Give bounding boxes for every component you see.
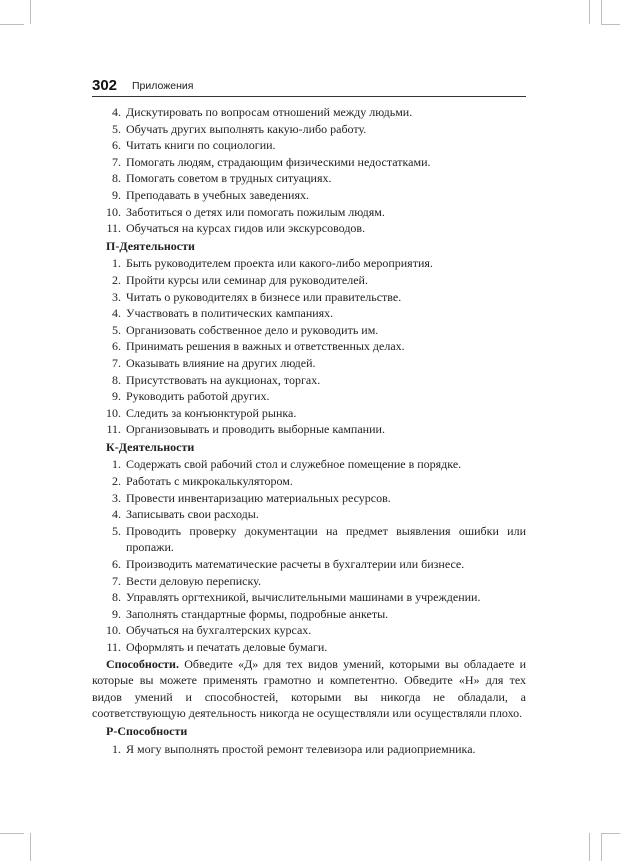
list-item: 5. Проводить проверку документации на предмет выявления ошибки или пропажи. — [112, 523, 526, 555]
list-continued — [92, 104, 526, 237]
list-k — [92, 456, 526, 655]
list-item: 2. Работать с микрокалькулятором. — [112, 474, 293, 489]
section-title-p: П-Деятельности — [106, 238, 195, 253]
list-item: 11. Оформлять и печатать деловые бумаги. — [106, 640, 328, 654]
list-item: 7. Оказывать влияние на других людей. — [112, 355, 316, 370]
list-item: 6. Принимать решения в важных и ответственных делах. — [112, 339, 405, 354]
page-content — [92, 104, 526, 757]
list-item: 1. Быть руководителем проекта или какого-либо мероприятия. — [112, 256, 433, 271]
list-item: 9. Преподавать в учебных заведениях. — [112, 187, 309, 202]
list-item: 3. Провести инвентаризацию материальных ресурсов. — [112, 490, 391, 505]
list-item: 6. Производить математические расчеты в бухгалтерии или бизнесе. — [112, 557, 465, 572]
list-item: 11. Обучаться на курсах гидов или экскурсоводов. — [106, 221, 366, 236]
list-item: 9. Руководить работой других. — [112, 389, 270, 404]
crop-mark — [0, 833, 24, 834]
list-p — [92, 255, 526, 438]
crop-mark — [30, 0, 31, 24]
list-item: 8. Помогать советом в трудных ситуациях. — [112, 171, 332, 186]
crop-mark — [601, 833, 602, 861]
list-item: 10. Заботиться о детях или помогать пожилым людям. — [106, 204, 385, 219]
list-item: 10. Следить за конъюнктурой рынка. — [106, 405, 297, 420]
page-number: 302 — [92, 77, 118, 94]
list-item: 4. Записывать свои расходы. — [112, 507, 259, 522]
section-title-k: К-Деятельности — [106, 439, 195, 454]
list-item: 9. Заполнять стандартные формы, подробные анкеты. — [112, 606, 389, 621]
running-title: Приложения — [132, 80, 194, 92]
crop-mark — [601, 833, 620, 834]
abilities-paragraph — [92, 656, 526, 722]
list-item: 7. Помогать людям, страдающим физическими недостатками. — [112, 154, 431, 169]
section-title-r: Р-Способности — [106, 723, 188, 738]
abilities-text: Обведите «Д» для тех видов умений, которыми вы обладаете и которые вы можете применять грамотно и компетентно. Обведите «Н» для тех видов умений и способностей, которыми вы никогда не обладали, а соответствующую деятельность никогда не осуществляли или осуществляли плохо. — [92, 656, 526, 721]
crop-mark — [589, 0, 590, 24]
list-item: 7. Вести деловую переписку. — [112, 573, 261, 588]
crop-mark — [30, 833, 31, 861]
list-item: 11. Организовывать и проводить выборные кампании. — [106, 422, 385, 437]
list-item: 4. Дискутировать по вопросам отношений между людьми. — [112, 105, 413, 119]
list-r — [92, 741, 526, 758]
list-item: 4. Участвовать в политических кампаниях. — [112, 306, 334, 321]
list-item: 2. Пройти курсы или семинар для руководителей. — [112, 272, 368, 287]
list-item: 1. Содержать свой рабочий стол и служебное помещение в порядке. — [112, 457, 462, 472]
list-item: 10. Обучаться на бухгалтерских курсах. — [106, 623, 312, 638]
list-item: 1. Я могу выполнять простой ремонт телевизора или радиоприемника. — [112, 741, 476, 756]
crop-mark — [601, 24, 620, 25]
crop-mark — [601, 0, 602, 24]
abilities-lead: Способности. — [106, 656, 179, 671]
running-header — [92, 76, 526, 97]
list-item: 8. Присутствовать на аукционах, торгах. — [112, 372, 321, 387]
list-item: 5. Организовать собственное дело и руководить им. — [112, 322, 379, 337]
crop-mark — [589, 833, 590, 861]
list-item: 6. Читать книги по социологии. — [112, 138, 276, 153]
list-item: 5. Обучать других выполнять какую-либо работу. — [112, 121, 367, 136]
list-item: 8. Управлять оргтехникой, вычислительными машинами в учреждении. — [112, 590, 481, 605]
crop-mark — [0, 24, 24, 25]
list-item: 3. Читать о руководителях в бизнесе или правительстве. — [112, 289, 402, 304]
